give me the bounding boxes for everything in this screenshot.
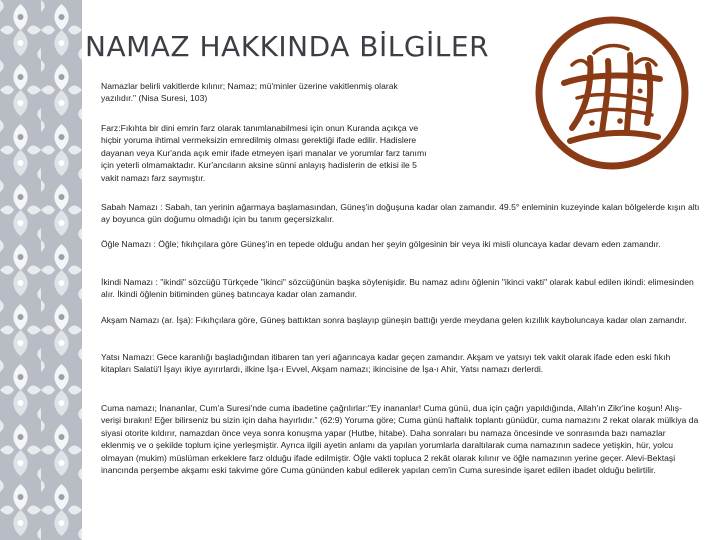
page-title: NAMAZ HAKKINDA BİLGİLER — [85, 30, 490, 63]
decorative-tile-pattern — [0, 0, 82, 540]
paragraph-aksam: Akşam Namazı (ar. İşa): Fıkıhçılara göre, Güneş battıktan sonra başlayıp güneşin battığı yerde meydana gelen kızıllık kayboluncaya kadar olan zamandır. — [101, 315, 687, 325]
paragraph-yatsi: Yatsı Namazı: Gece karanlığı başladığından itibaren tan yeri ağarıncaya kadar geçen zamandır. Akşam ve yatsıyı tek vakit olarak ifade eden eski fıkıh kitapları Salatü'l İşayı ikiye ayırırlardı, ilkine İşa-ı Evvel, Akşam namazı; ikincisine de İşa-ı Ahir, Yatsı namazı derlerdi. — [101, 352, 671, 375]
paragraph-farz: Farz:Fıkıhta bir dini emrin farz olarak tanımlanabilmesi için onun Kuranda açıkça ve hiçbir yoruma ihtimal vermeksizin emredilmiş olması gerektiği ifade edilir. Hadislere dayanan veya Kur'anda açık emir ifade etmeyen işari manalar ve yorumlar farz tanımı için yeterli olmamaktadır. Kur'ancıların aksine sünni anlayış hadislerin de etkisi ile 5 vakit namazı farz saymıştır. — [101, 123, 427, 183]
paragraph-sabah: Sabah Namazı : Sabah, tan yerinin ağarmaya başlamasından, Güneş'in doğuşuna kadar olan zamandır. 49.5° enleminin kuzeyinde kalan bölgelerde kışın altı ay boyunca gün doğumu olmadığı için bu tanım geçersizkalır. — [101, 202, 700, 225]
bismillah-seal-icon — [532, 13, 692, 173]
paragraph-ogle: Öğle Namazı : Öğle; fıkıhçılara göre Güneş'in en tepede olduğu andan her şeyin gölgesinin bir veya iki misli oluncaya kadar devam eden zamandır. — [101, 239, 661, 249]
paragraph-cuma: Cuma namazı; İnananlar, Cum'a Suresi'nde cuma ibadetine çağrılırlar:"Ey inananlar! Cuma günü, dua için çağrı yapıldığında, Allah'ın Zikr'ine koşun! Alış-verişi bırakın! Eğer bilirseniz bu sizin için daha hayırlıdır." (62:9) Yoruma göre; Cuma günü haftalık toplantı günüdür, cuma namazını 2 rekat olarak mülkiya da siyasi otorite kıldırır, namazdan önce veya sonra konuşma yapar (Hutbe, hitabe). Daha sonraları bu namaza öncesinde ve sonrasında bazı namazlar eklenmiş ve o şekilde toplum içine yerleşmiştir. Ayrıca ilgili ayetin anlamı da yapılan yorumlarla daraltılarak cuma namazının sadece yetişkin, hür, yolcu olmayan (mukim) müslüman erkeklere farz olduğu ifade edilmiştir. Öğle vakti topluca 2 rekât olarak kılınır ve öğle namazının yerine geçer. Alevi-Bektaşi inancında perşembe akşamı eski takvime göre Cuma gününden kabul edilerek yapılan cem'in Cuma suresinde işaret edilen ibadet olduğu belirtilir. — [101, 403, 699, 476]
paragraph-ikindi: İkindi Namazı : "ikindi" sözcüğü Türkçede "ikinci" sözcüğünün başka söylenişidir. Bu namaz adını öğlenin "ikinci vakti" olarak kabul edilen ikindi: elimesinden alır. İkindi öğlenin bitiminden güneş batıncaya kadar olan zamandır. — [101, 277, 694, 300]
paragraph-intro: Namazlar belirli vakitlerde kılınır; Namaz; mü'minler üzerine vakitlenmiş olarak yazılıdır." (Nisa Suresi, 103) — [101, 81, 398, 104]
